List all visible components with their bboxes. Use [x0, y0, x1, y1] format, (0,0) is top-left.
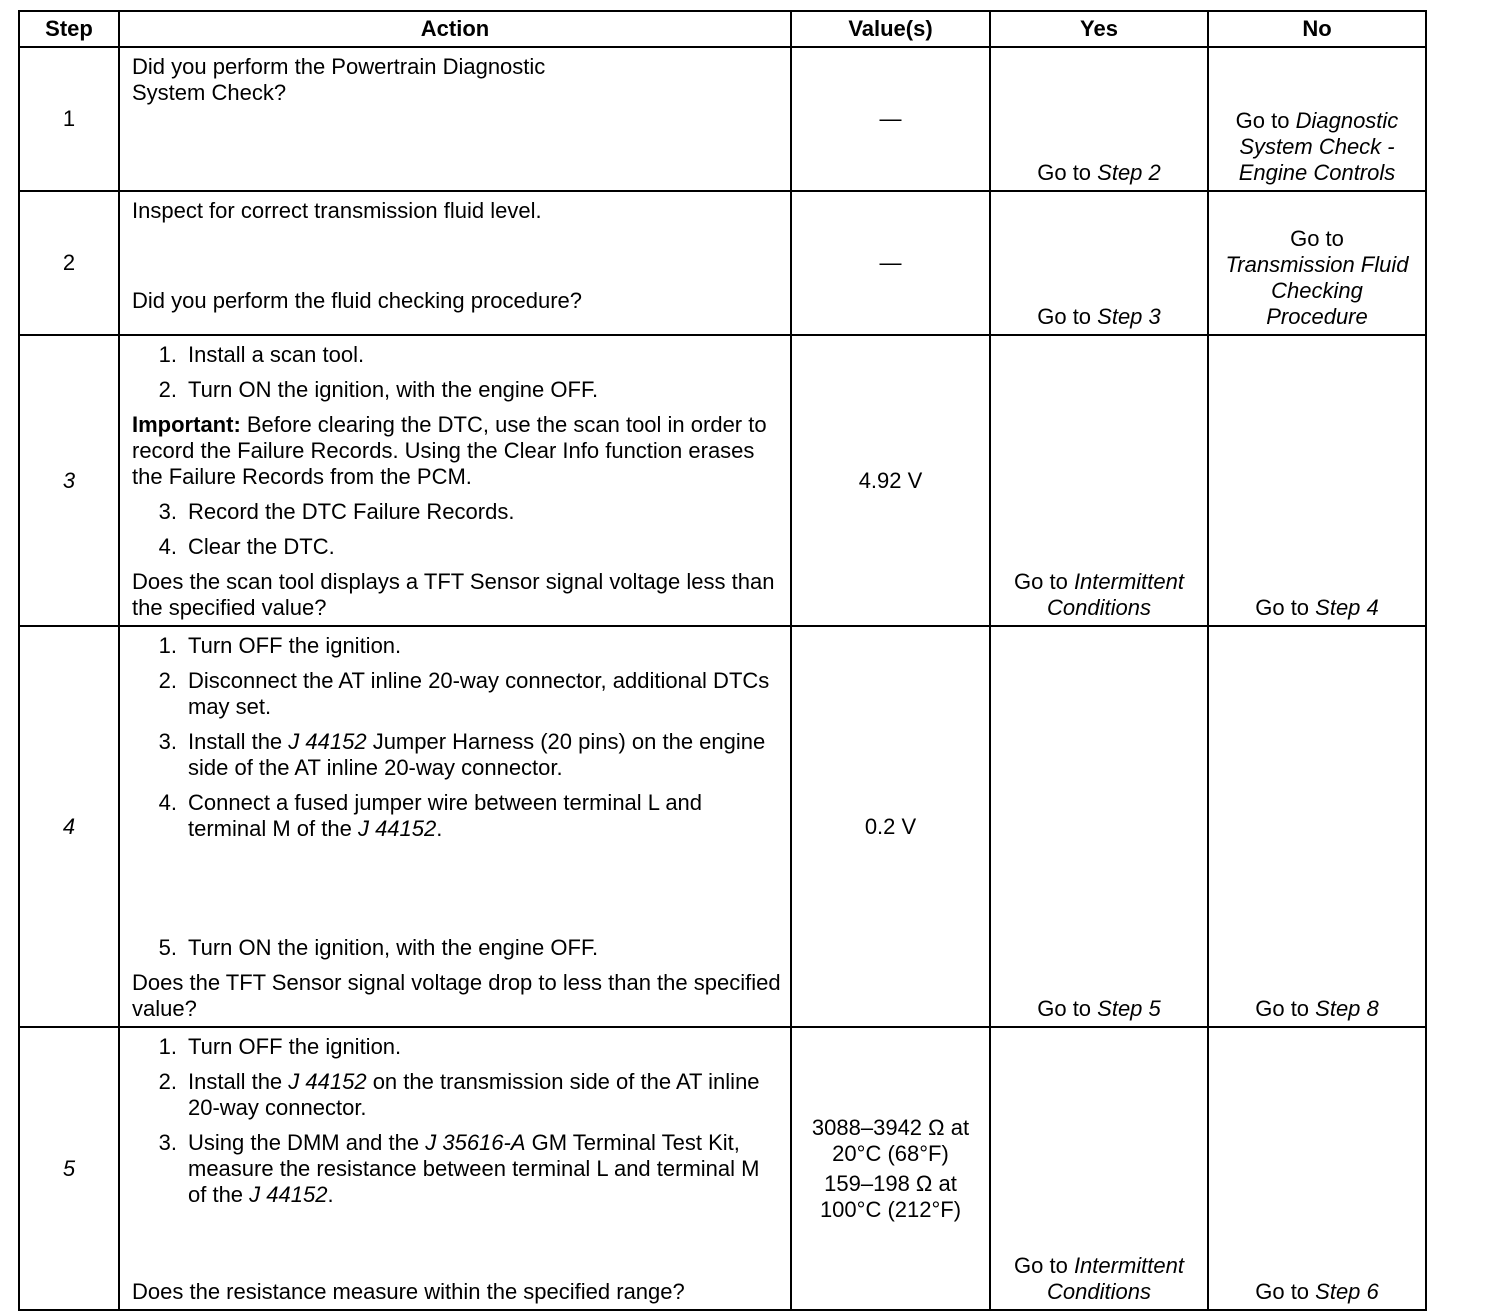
header-values: Value(s) — [791, 11, 990, 47]
step-list — [132, 935, 782, 961]
action-cell — [119, 626, 791, 1027]
table-row — [19, 191, 1426, 335]
tool-ref: J 44152 — [288, 729, 367, 754]
no-prefix: Go to — [1255, 1279, 1316, 1304]
yes-prefix: Go to — [1014, 569, 1074, 594]
step-list — [132, 1034, 782, 1208]
no-link[interactable]: Transmission Fluid Checking Procedure — [1225, 252, 1409, 329]
value-cell: — — [791, 191, 990, 335]
step-list — [132, 633, 782, 842]
step-number: 5 — [19, 1027, 119, 1310]
list-item: 4. Clear the DTC. — [158, 534, 335, 559]
list-item: 4. Connect a fused jumper wire between terminal L and terminal M of the J 44152. — [158, 790, 703, 841]
step-list — [132, 342, 782, 403]
value-cell: 4.92 V — [791, 335, 990, 626]
step-number: 4 — [19, 626, 119, 1027]
table-row — [19, 1027, 1426, 1310]
value-cell: 0.2 V — [791, 626, 990, 1027]
step-number: 1 — [19, 47, 119, 191]
yes-link[interactable]: Step 2 — [1097, 160, 1161, 185]
no-cell — [1208, 626, 1426, 1027]
action-cell — [119, 335, 791, 626]
header-yes: Yes — [990, 11, 1208, 47]
list-item: 3. Using the DMM and the J 35616-A GM Terminal Test Kit, measure the resistance between terminal L and terminal M of the J 44152. — [158, 1130, 760, 1207]
list-item: 3. Record the DTC Failure Records. — [158, 499, 515, 524]
list-item: 1. Install a scan tool. — [158, 342, 365, 367]
no-prefix: Go to — [1290, 226, 1344, 251]
tool-ref: J 44152 — [357, 816, 437, 841]
step-number: 3 — [19, 335, 119, 626]
step-list — [132, 499, 782, 560]
yes-link[interactable]: Step 5 — [1097, 996, 1161, 1021]
no-link[interactable]: Diagnostic System Check - Engine Controls — [1238, 108, 1399, 185]
no-link[interactable]: Step 4 — [1315, 595, 1379, 620]
step-number: 2 — [19, 191, 119, 335]
action-text: Inspect for correct transmission fluid level. — [132, 198, 542, 223]
yes-cell — [990, 191, 1208, 335]
value-cell: — — [791, 47, 990, 191]
action-cell — [119, 191, 791, 335]
value-cell — [791, 1027, 990, 1310]
resistance-value-100c: 159–198 Ω at 100°C (212°F) — [819, 1170, 962, 1222]
yes-cell — [990, 335, 1208, 626]
yes-prefix: Go to — [1037, 304, 1098, 329]
action-cell — [119, 1027, 791, 1310]
table-row — [19, 626, 1426, 1027]
action-question: Does the resistance measure within the specified range? — [132, 1279, 685, 1304]
yes-cell — [990, 1027, 1208, 1310]
no-cell — [1208, 47, 1426, 191]
header-action: Action — [119, 11, 791, 47]
no-prefix: Go to — [1235, 108, 1296, 133]
yes-cell — [990, 47, 1208, 191]
no-cell — [1208, 1027, 1426, 1310]
action-question: Does the scan tool displays a TFT Sensor signal voltage less than the specified value? — [132, 569, 775, 620]
no-link[interactable]: Step 8 — [1315, 996, 1379, 1021]
no-prefix: Go to — [1255, 996, 1316, 1021]
header-no: No — [1208, 11, 1426, 47]
header-row — [19, 11, 1426, 47]
list-item: 2. Install the J 44152 on the transmission side of the AT inline 20-way connector. — [158, 1069, 760, 1120]
diagnostic-table — [18, 10, 1427, 1311]
table-row — [19, 335, 1426, 626]
list-item: 5. Turn ON the ignition, with the engine OFF. — [158, 935, 599, 960]
yes-link[interactable]: Intermittent Conditions — [1047, 569, 1184, 620]
list-item: 1. Turn OFF the ignition. — [158, 1034, 402, 1059]
list-item: 3. Install the J 44152 Jumper Harness (20 pins) on the engine side of the AT inline 20-way connector. — [158, 729, 766, 780]
list-item: 1. Turn OFF the ignition. — [158, 633, 402, 658]
tool-ref: J 44152 — [249, 1182, 328, 1207]
list-item: 2. Disconnect the AT inline 20-way connector, additional DTCs may set. — [158, 668, 770, 719]
important-note — [132, 412, 782, 490]
no-cell — [1208, 191, 1426, 335]
no-cell — [1208, 335, 1426, 626]
yes-link[interactable]: Intermittent Conditions — [1047, 1253, 1184, 1304]
header-step: Step — [19, 11, 119, 47]
tool-ref: J 44152 — [288, 1069, 367, 1094]
tool-ref: J 35616-A — [425, 1130, 526, 1155]
list-item: 2. Turn ON the ignition, with the engine OFF. — [158, 377, 599, 402]
no-link[interactable]: Step 6 — [1315, 1279, 1379, 1304]
important-label: Important: — [132, 412, 241, 437]
action-text: Did you perform the Powertrain Diagnostic System Check? — [132, 54, 546, 105]
action-question: Did you perform the fluid checking procedure? — [132, 288, 583, 313]
yes-prefix: Go to — [1037, 996, 1098, 1021]
resistance-value-20c: 3088–3942 Ω at 20°C (68°F) — [811, 1114, 970, 1166]
yes-prefix: Go to — [1037, 160, 1098, 185]
no-prefix: Go to — [1255, 595, 1316, 620]
action-question: Does the TFT Sensor signal voltage drop to less than the specified value? — [132, 970, 781, 1021]
yes-link[interactable]: Step 3 — [1097, 304, 1161, 329]
table-row — [19, 47, 1426, 191]
yes-prefix: Go to — [1014, 1253, 1074, 1278]
yes-cell — [990, 626, 1208, 1027]
important-text: Before clearing the DTC, use the scan tool in order to record the Failure Records. Using the Clear Info function erases the Failure Records from the PCM. — [132, 412, 767, 489]
action-cell — [119, 47, 791, 191]
